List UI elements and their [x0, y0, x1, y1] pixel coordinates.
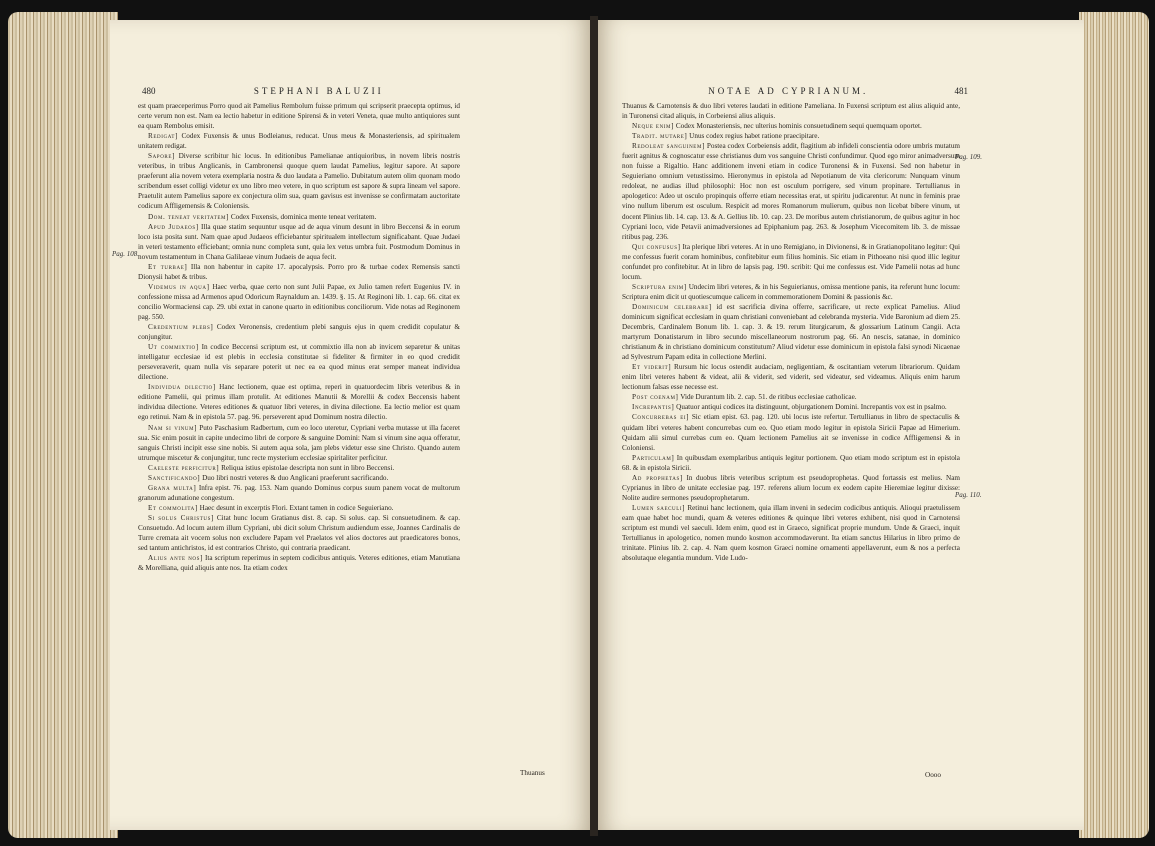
note-body: Ita plerique libri veteres. At in uno Remigiano, in Divionensi, & in Gratianopolitano legitur: Qui me confessus fuerit coram hominibus, confitebitur eum filius hominis. Sic etiam in Pithoeano nisi quod illic legitur confundet pro confitebitur. At in libro de lapsis pag. 190. scribit: Qui me confessus est. Vide Pamelii notas ad hunc locum. — [622, 242, 961, 281]
note-body: est quam praeceperimus Porro quod ait Pamelius Rembolum fuisse primum qui scripserit praecepta optimus, id certe verum non est. Nam ea lectio habetur in editione Spirensi & in veteri Veneta, quae multo antiquiores sunt ea quam Rembolus emisit. — [138, 102, 460, 131]
note-body: Rursum hic locus ostendit audaciam, negligentiam, & oscitantiam veterum librariorum. Quidam enim libri veteres habent & videat, alii & viderit, sed viderit, sed videatur, sed videamus. Aliquis enim harum lectionum falsas esse necesse est. — [622, 363, 961, 392]
note-body: Citat hunc locum Gratianus dist. 8. cap. Si solus. cap. Si consuetudinem. & cap. Consuetudo. Ad locum autem illum Cypriani, ubi dicit solum Christum audiendum esse, Joannes Cardinalis de Turre cremata ait vocem solus non excludere Papam vel Praelatos vel alios doctores aut praedicatores bonos, sed tantum antichristos, id est contrarios Christo, qui contraria praedicant. — [138, 513, 460, 553]
note-body: Sic etiam epist. 63. pag. 120. ubi locus iste refertur. Tertullianus in libro de spectaculis & quidam libri veteres habent concurrebas cum eo. Quo etiam modo legitur in epistola Siricii Papae ad Himerium. Quidam alii simul currebas cum eo. Quam lectionem Pamelius ait se invenisse in codice Affligemensi & in Coloniensi. — [622, 413, 961, 452]
note-body: Codex Fuxensis, dominica mente teneat veritatem. — [230, 212, 377, 221]
note-paragraph — [138, 483, 460, 503]
note-body: In quibusdam exemplaribus antiquis legitur portionem. Quo etiam modo scriptum est in epistola 68. & in epistola Siricii. — [622, 453, 960, 472]
right-catchword: Oooo — [925, 771, 941, 779]
note-paragraph — [622, 402, 960, 412]
right-page-text — [622, 101, 960, 563]
note-body: Reliqua istius epistolae descripta non sunt in libro Beccensi. — [221, 463, 395, 472]
note-body: Vide Durantum lib. 2. cap. 51. de ritibus ecclesiae catholicae. — [680, 393, 857, 402]
note-lemma: Neque enim] — [632, 122, 675, 131]
note-body: Retinui hanc lectionem, quia illam inveni in sedecim codicibus antiquis. Alioqui praetulissem eam quae habet hoc mundi, quam & veteres editiones & quinque libri veteres exhibent, nisi quod in Carnotensi scriptum est mundi vel saeculi. Idem enim, quod est in Graeco, significat proprie mundum. Unde & Graeci, inquit Tertullianus in apologetico, nomen mundo kosmon accommodaverunt. Ita etiam sanctus Hilarius in libro primo de trinitate. Plinius lib. 2. cap. 4. Nam quem kosmon Graeci nomine ornamenti appellaverunt, eum & nos a perfecta absolutaque elegantia mundum. Vide Ludo- — [622, 503, 961, 563]
note-lemma: Alius ante nos] — [148, 554, 204, 563]
right-page-number: 481 — [954, 86, 968, 96]
note-body: Postea codex Corbeiensis addit, flagitium ab infideli conscientia odore umbris mutatum fuerit agnitus & cognoscatur esse christianus dum vos sanguine Christi confundimur. Quod ego miror animadversum non fuisse a Rigaltio. Hanc additionem inveni etiam in codice Turonensi & in Fuxensi. Sed non habetur in Seguieriano omnium vetustissimo. Hieronymus in epistola ad Nepotianum de vita clericorum: Nunquam vinum redoleat, ne audias illud philosophi: Hoc non est osculum porrigere, sed vinum propinare. Tertullianus in apologetico: Adeo ut osculo propinquis offerre etiam necessitas erat, ut spiritu judicarentur. At nunc in feminis prae vino nullum liberum est osculum. Respicit ad mores Romanorum mulierum, quibus non licebat bibere vinum, ut docent Plinius lib. 14. cap. 13. & A. Gellius lib. 10. cap. 23. De moribus autem christianorum, de quibus agitur in hoc Cypriani loco, vide Petavii animadversiones ad Epiphanium pag. 263. & Josephum Vicecomitem lib. 3. de missae ritibus pag. 236. — [622, 142, 960, 241]
note-lemma: Redoleat sanguinem] — [632, 142, 705, 151]
note-paragraph — [622, 453, 960, 473]
note-paragraph — [622, 392, 960, 402]
note-lemma: Ad prophetas] — [632, 473, 683, 482]
note-paragraph — [138, 463, 460, 473]
note-lemma: Et turbae] — [148, 262, 188, 271]
note-lemma: Qui confusus] — [632, 242, 681, 251]
note-body: Unus codex regius habet ratione praecipitare. — [689, 132, 820, 141]
right-running-head — [622, 86, 968, 96]
note-lemma: Sanctificando] — [148, 473, 201, 482]
note-lemma: Dominicum celebrare] — [632, 302, 712, 311]
note-body: id est sacrificia divina offerre, sacrificare, ut recte explicat Pamelius. Aliud dominicum significat ecclesiam in quam christiani conveniebant ad celebranda mysteria. Vide Baronium ad diem 25. Decembris, Cardinalem Bonum lib. 1. cap. 3. & 19. rerum liturgicarum, & glossarium Latinum Cangii. Acta martyrum Donatistarum in libro secundo miscellaneorum nostrorum pag. 66. An nescis, satanae, in dominico christianum & in christiano dominicum constitutum? Aliud videtur esse dominicum in epistola falsi synodi Nicaenae ad Sylvestrum Papam edita in collectione Merlini. — [622, 302, 961, 362]
note-lemma: Dom. teneat veritatem] — [148, 212, 230, 221]
note-paragraph — [138, 322, 460, 342]
left-running-title: STEPHANI BALUZII — [253, 86, 384, 96]
note-body: Haec verba, quae certo non sunt Julii Papae, ex Julio tamen refert Eugenius IV. in confessione missa ad Armenos apud Odoricum Raynaldum an. 1439. §. 15. At Reginoni lib. 1. cap. 66. citat ex concilio Wormaciensi cap. 29. ubi extat in canone quarto in editionibus conciliorum. Vide notas ad Reginonem pag. 550. — [138, 282, 461, 321]
note-lemma: Concurrebas ei] — [632, 413, 690, 422]
note-paragraph — [138, 513, 460, 553]
right-running-title: NOTAE AD CYPRIANUM. — [708, 86, 869, 96]
note-paragraph — [138, 222, 460, 262]
note-body: Ita scriptum reperimus in septem codicibus antiquis. Veteres editiones, etiam Manutiana & Morelliana, quid aliquis ante nos. Ita etiam codex — [138, 554, 460, 573]
note-paragraph — [138, 553, 460, 573]
note-paragraph — [622, 302, 960, 362]
note-paragraph — [138, 503, 460, 513]
note-paragraph — [138, 101, 460, 131]
note-lemma: Et viderit] — [632, 363, 672, 372]
note-lemma: Redigat] — [148, 132, 179, 141]
left-catchword: Thuanus — [520, 769, 545, 777]
note-body: Hanc lectionem, quae est optima, reperi in quatuordecim libris veteribus & in editione Pamelii, qui primus illam protulit. At editiones Manutii & Morellii & codex Beccensis habent individua dilectione. Veteres editiones & quatuor libri veteres, in divina dilectione. Ea lectio melior est quam ego retinui. Nam & in epistola 57. pag. 96. perseverent apud Dominum nostra dilectio. — [138, 383, 461, 422]
note-paragraph — [138, 342, 460, 382]
note-body: Duo libri nostri veteres & duo Anglicani praeferunt sacrificando. — [202, 473, 389, 482]
note-paragraph — [622, 473, 960, 503]
right-page-edges — [1079, 12, 1149, 838]
note-body: Illa quae statim sequuntur usque ad de aqua vinum desunt in libro Beccensi & in eorum loco ista posita sunt. Nam quae apud Judaeos efficiebantur spiritualem intellectum significabant. Quae Judaei in veteri testamento efficiebant; omnia nunc completa sunt, quia lex vetus umbra fuit. Postmodum Dominus in novum testamentum in Chana Galilaeae vinum Judaeis de aqua fecit. — [138, 222, 460, 261]
left-page-edges — [8, 12, 118, 838]
note-paragraph — [622, 242, 960, 282]
note-body: Haec desunt in excerptis Flori. Extant tamen in codice Seguieriano. — [199, 503, 394, 512]
note-lemma: Post coenam] — [632, 393, 679, 402]
note-paragraph — [622, 131, 960, 141]
left-page-number: 480 — [142, 86, 156, 96]
left-running-head — [142, 86, 482, 96]
note-body: In duobus libris veteribus scriptum est pseudoprophetas. Quod fortassis est melius. Nam Cyprianus in libro de unitate ecclesiae pag. 197. referens alium locum ex eodem capite Hieremiae legitur dixisse: Nolite audire sermones pseudoprophetarum. — [622, 473, 961, 502]
note-paragraph — [622, 362, 960, 392]
note-lemma: Nam si vinum] — [148, 423, 198, 432]
note-paragraph — [138, 382, 460, 422]
note-body: Puto Paschasium Radbertum, cum eo loco uteretur, Cypriani verba mutasse ut illa faceret sua. Sic enim posuit in capite undecimo libri de corpore & sanguine Domini: Nam si vinum sine aqua offeratur, sanguis Christi incipit esse sine nobis. Si autem aqua sola, jam plebs videtur esse sine Christo. Quando autem utrumque miscetur & conjungitur, tunc recte mysterium ecclesiae spiritaliter perficitur. — [138, 423, 460, 462]
book-gutter — [590, 16, 598, 836]
right-margin-note-2: Pag. 110. — [955, 491, 982, 499]
note-paragraph — [138, 282, 460, 322]
note-paragraph — [138, 131, 460, 151]
note-body: Codex Monasteriensis, nec ulterius hominis consuetudinem sequi quemquam oportet. — [675, 122, 922, 131]
note-paragraph — [138, 423, 460, 463]
note-paragraph — [622, 412, 960, 452]
right-margin-note-1: Pag. 109. — [955, 153, 983, 161]
note-lemma: Et commolita] — [148, 503, 198, 512]
note-paragraph — [138, 212, 460, 222]
note-body: Diverse scribitur hic locus. In editionibus Pamelianae antiquioribus, in novem libris nostris veteribus, in tribus Anglicanis, in Cambronensi quoque quem laudat Pamelius, legitur sapore. At sapore praeferunt alia novem vetera exemplaria nostra & duo laudata a Pamelio. Dubitatum autem olim quonam modo scribendum esset colligi videtur ex uno libro meo vetere, in quo scriptum est sapore & supra lineam vel sapore. Praetulit autem Pamelius sapore ex conjectura olim sua, quam gavisus est invenisse se confirmatam auctoritate codicum Affligemensis & Coloniensis. — [138, 152, 461, 211]
note-paragraph — [138, 151, 460, 211]
note-paragraph — [622, 503, 960, 563]
note-paragraph — [622, 282, 960, 302]
note-body: Illa non habentur in capite 17. apocalypsis. Porro pro & turbae codex Remensis sancti Dionysii habet & tribus. — [138, 262, 461, 281]
note-body: Codex Fuxensis & unus Bodleianus, reducat. Unus meus & Monasteriensis, ad spiritualem unitatem redigat. — [138, 132, 461, 151]
note-lemma: Increpantis] — [632, 403, 675, 412]
note-paragraph — [622, 101, 960, 121]
note-lemma: Apud Judaeos] — [148, 222, 199, 231]
note-body: Undecim libri veteres, & in his Seguierianus, omissa mentione panis, ita referunt hunc locum: Scriptura enim dicit ut quotiescumque calicem in commemorationem Domini & passionis &c. — [622, 282, 960, 301]
note-body: In codice Beccensi scriptum est, ut commixtio illa non ab invicem separetur & unitas intelligatur ecclesiae id est plebis in ecclesia constitutae si fideliter & firmiter in eo quod credidit perseveraverit, quam nulla vis separare poterit ut nec ea ea quod minus erat semper maneat individua dilectione. — [138, 343, 460, 382]
note-body: Quatuor antiqui codices ita distinguunt, objurgationem Domini. Increpantis vox est in psalmo. — [676, 403, 947, 412]
note-lemma: Ut commixtio] — [148, 343, 199, 352]
note-paragraph — [622, 141, 960, 241]
note-lemma: Particulam] — [632, 453, 675, 462]
note-paragraph — [138, 262, 460, 282]
note-lemma: Tradit. mutare] — [632, 132, 688, 141]
left-margin-note: Pag. 108. — [112, 250, 140, 258]
note-lemma: Credentium plebs] — [148, 323, 214, 332]
note-lemma: Videmus in aqua] — [148, 282, 210, 291]
note-lemma: Scriptura enim] — [632, 282, 687, 291]
note-body: Infra epist. 76. pag. 153. Nam quando Dominus corpus suum panem vocat de multorum granorum adunatione congestum. — [138, 483, 461, 502]
note-lemma: Individua dilectio] — [148, 383, 216, 392]
note-lemma: Grana multa] — [148, 483, 197, 492]
note-lemma: Caeleste perficitur] — [148, 463, 220, 472]
note-body: Thuanus & Carnotensis & duo libri veteres laudati in editione Pameliana. In Fuxensi scriptum est alius aliquid ante, in Turonensi citad aliquis, in Corbeiensi alius aliquis. — [622, 102, 960, 121]
note-paragraph — [622, 121, 960, 131]
note-lemma: Si solus Christus] — [148, 513, 215, 522]
note-lemma: Lumen saeculi] — [632, 503, 686, 512]
note-lemma: Sapore] — [148, 152, 175, 161]
note-body: Codex Veronensis, credentium plebi sanguis ejus in quem credidit copulatur & conjungitur. — [138, 323, 460, 342]
left-page-text — [138, 101, 460, 573]
note-paragraph — [138, 473, 460, 483]
